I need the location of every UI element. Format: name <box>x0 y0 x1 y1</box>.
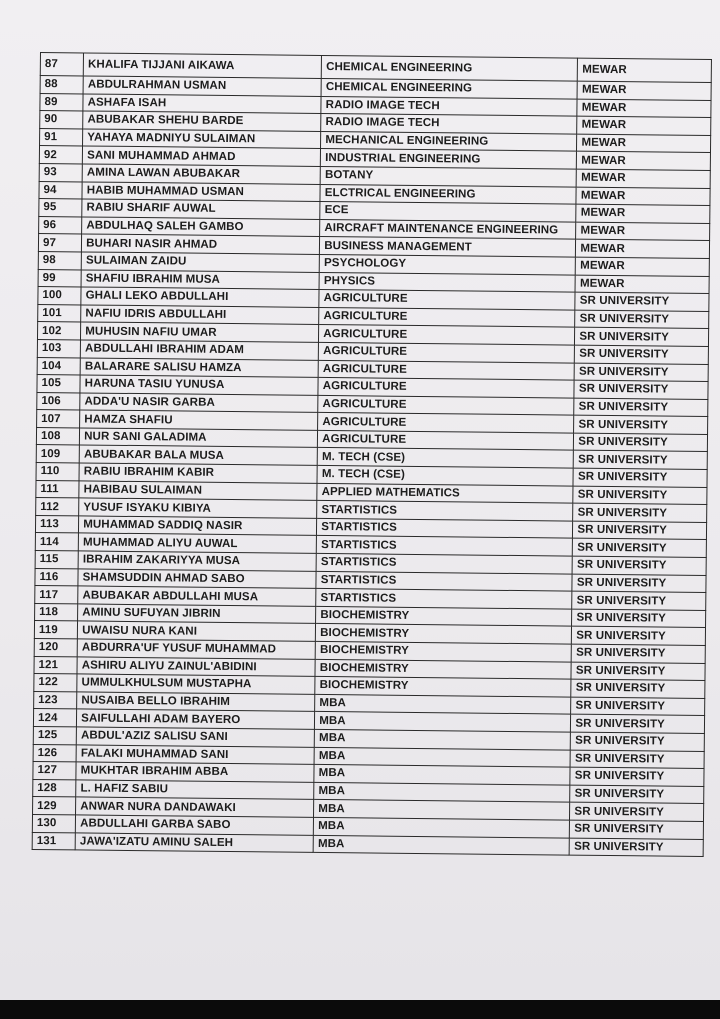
course-name: AGRICULTURE <box>318 430 574 450</box>
row-number: 92 <box>39 146 82 164</box>
student-name: HABIBAU SULAIMAN <box>79 481 317 501</box>
student-name: L. HAFIZ SABIU <box>76 780 314 800</box>
row-number: 129 <box>33 797 76 815</box>
row-number: 87 <box>40 53 83 76</box>
course-name: PHYSICS <box>319 272 575 292</box>
course-name: MBA <box>314 765 570 785</box>
student-name: JAWA'IZATU AMINU SALEH <box>75 832 313 852</box>
row-number: 106 <box>37 392 80 410</box>
student-name: NUSAIBA BELLO IBRAHIM <box>77 692 315 712</box>
university-name: MEWAR <box>577 134 711 153</box>
row-number: 89 <box>40 93 83 111</box>
row-number: 131 <box>32 832 75 850</box>
course-name: RADIO IMAGE TECH <box>321 96 577 116</box>
university-name: SR UNIVERSITY <box>574 398 708 417</box>
student-name: ABUBAKAR ABDULLAHI MUSA <box>78 586 316 606</box>
course-name: STARTISTICS <box>316 589 572 609</box>
course-name: AGRICULTURE <box>318 395 574 415</box>
university-name: SR UNIVERSITY <box>574 363 708 382</box>
row-number: 90 <box>40 111 83 129</box>
university-name: SR UNIVERSITY <box>571 679 705 698</box>
course-name: M. TECH (CSE) <box>317 465 573 485</box>
student-name: YUSUF ISYAKU KIBIYA <box>79 498 317 518</box>
row-number: 127 <box>33 762 76 780</box>
course-name: RADIO IMAGE TECH <box>321 114 577 134</box>
course-name: MBA <box>315 712 571 732</box>
university-name: SR UNIVERSITY <box>572 556 706 575</box>
row-number: 122 <box>34 674 77 692</box>
row-number: 100 <box>38 287 81 305</box>
course-name: AGRICULTURE <box>319 342 575 362</box>
student-name: ASHIRU ALIYU ZAINUL'ABIDINI <box>77 657 315 677</box>
university-name: SR UNIVERSITY <box>573 503 707 522</box>
student-name: HABIB MUHAMMAD USMAN <box>82 182 320 202</box>
university-name: MEWAR <box>577 99 711 118</box>
university-name: SR UNIVERSITY <box>573 521 707 540</box>
row-number: 111 <box>36 480 79 498</box>
university-name: SR UNIVERSITY <box>570 750 704 769</box>
university-name: SR UNIVERSITY <box>572 627 706 646</box>
course-name: STARTISTICS <box>316 553 572 573</box>
course-name: INDUSTRIAL ENGINEERING <box>321 149 577 169</box>
row-number: 118 <box>35 603 78 621</box>
course-name: M. TECH (CSE) <box>317 448 573 468</box>
row-number: 130 <box>32 814 75 832</box>
student-roster-table <box>32 52 712 857</box>
row-number: 91 <box>40 128 83 146</box>
university-name: MEWAR <box>577 116 711 135</box>
row-number: 123 <box>34 691 77 709</box>
course-name: MBA <box>314 782 570 802</box>
row-number: 93 <box>39 163 82 181</box>
university-name: MEWAR <box>576 222 710 241</box>
course-name: STARTISTICS <box>317 501 573 521</box>
university-name: SR UNIVERSITY <box>570 838 704 857</box>
university-name: SR UNIVERSITY <box>571 697 705 716</box>
student-name: IBRAHIM ZAKARIYYA MUSA <box>78 551 316 571</box>
row-number: 105 <box>37 375 80 393</box>
row-number: 109 <box>36 445 79 463</box>
university-name: MEWAR <box>576 204 710 223</box>
row-number: 99 <box>38 269 81 287</box>
student-name: MUHAMMAD ALIYU AUWAL <box>78 533 316 553</box>
row-number: 121 <box>34 656 77 674</box>
student-name: SAIFULLAHI ADAM BAYERO <box>77 709 315 729</box>
row-number: 103 <box>37 339 80 357</box>
student-name: ABUBAKAR SHEHU BARDE <box>83 111 321 131</box>
student-name: NAFIU IDRIS ABDULLAHI <box>81 305 319 325</box>
row-number: 120 <box>34 638 77 656</box>
student-name: KHALIFA TIJJANI AIKAWA <box>83 53 321 78</box>
student-name: ABDUL'AZIZ SALISU SANI <box>76 727 314 747</box>
university-name: MEWAR <box>575 275 709 294</box>
university-name: SR UNIVERSITY <box>573 486 707 505</box>
student-name: MUHAMMAD SADDIQ NASIR <box>79 516 317 536</box>
row-number: 97 <box>38 234 81 252</box>
student-name: AMINU SUFUYAN JIBRIN <box>78 604 316 624</box>
student-name: ASHAFA ISAH <box>83 94 321 114</box>
course-name: PSYCHOLOGY <box>319 254 575 274</box>
university-name: SR UNIVERSITY <box>571 714 705 733</box>
university-name: SR UNIVERSITY <box>570 785 704 804</box>
student-name: BALARARE SALISU HAMZA <box>80 357 318 377</box>
student-name: GHALI LEKO ABDULLAHI <box>81 287 319 307</box>
university-name: MEWAR <box>577 81 711 100</box>
course-name: CHEMICAL ENGINEERING <box>321 78 577 98</box>
university-name: MEWAR <box>577 169 711 188</box>
row-number: 102 <box>37 322 80 340</box>
row-number: 112 <box>36 498 79 516</box>
student-name: UMMULKHULSUM MUSTAPHA <box>77 674 315 694</box>
course-name: BIOCHEMISTRY <box>315 677 571 697</box>
course-name: BIOCHEMISTRY <box>315 659 571 679</box>
student-name: ABDULRAHMAN USMAN <box>83 76 321 96</box>
student-name: HARUNA TASIU YUNUSA <box>80 375 318 395</box>
student-name: UWAISU NURA KANI <box>78 621 316 641</box>
row-number: 128 <box>33 779 76 797</box>
university-name: SR UNIVERSITY <box>570 820 704 839</box>
course-name: MBA <box>314 747 570 767</box>
university-name: SR UNIVERSITY <box>571 662 705 681</box>
course-name: AGRICULTURE <box>318 378 574 398</box>
student-name: MUHUSIN NAFIU UMAR <box>81 322 319 342</box>
row-number: 116 <box>35 568 78 586</box>
university-name: SR UNIVERSITY <box>574 415 708 434</box>
course-name: BIOCHEMISTRY <box>316 606 572 626</box>
student-name: ABDULLAHI GARBA SABO <box>76 815 314 835</box>
row-number: 101 <box>38 304 81 322</box>
student-name: ADDA'U NASIR GARBA <box>80 393 318 413</box>
student-name: FALAKI MUHAMMAD SANI <box>76 744 314 764</box>
row-number: 113 <box>35 515 78 533</box>
student-name: SHAMSUDDIN AHMAD SABO <box>78 569 316 589</box>
university-name: SR UNIVERSITY <box>575 327 709 346</box>
bottom-bar <box>0 1000 720 1019</box>
course-name: AGRICULTURE <box>319 307 575 327</box>
course-name: AGRICULTURE <box>318 413 574 433</box>
student-name: ABUBAKAR BALA MUSA <box>79 445 317 465</box>
course-name: MECHANICAL ENGINEERING <box>321 131 577 151</box>
university-name: SR UNIVERSITY <box>574 433 708 452</box>
row-number: 104 <box>37 357 80 375</box>
student-name: SANI MUHAMMAD AHMAD <box>83 146 321 166</box>
course-name: AGRICULTURE <box>318 360 574 380</box>
university-name: MEWAR <box>576 257 710 276</box>
course-name: AGRICULTURE <box>319 325 575 345</box>
student-name: RABIU IBRAHIM KABIR <box>79 463 317 483</box>
course-name: MBA <box>315 694 571 714</box>
university-name: SR UNIVERSITY <box>575 292 709 311</box>
student-name: AMINA LAWAN ABUBAKAR <box>82 164 320 184</box>
course-name: ECE <box>320 202 576 222</box>
course-name: MBA <box>313 835 569 855</box>
university-name: MEWAR <box>576 239 710 258</box>
university-name: SR UNIVERSITY <box>570 767 704 786</box>
row-number: 119 <box>34 621 77 639</box>
course-name: APPLIED MATHEMATICS <box>317 483 573 503</box>
student-name: MUKHTAR IBRAHIM ABBA <box>76 762 314 782</box>
course-name: CHEMICAL ENGINEERING <box>321 55 577 81</box>
university-name: SR UNIVERSITY <box>575 345 709 364</box>
row-number: 126 <box>33 744 76 762</box>
university-name: SR UNIVERSITY <box>572 609 706 628</box>
university-name: MEWAR <box>576 187 710 206</box>
row-number: 94 <box>39 181 82 199</box>
row-number: 110 <box>36 463 79 481</box>
university-name: SR UNIVERSITY <box>573 468 707 487</box>
course-name: BIOCHEMISTRY <box>315 641 571 661</box>
row-number: 108 <box>36 427 79 445</box>
student-name: RABIU SHARIF AUWAL <box>82 199 320 219</box>
student-name: HAMZA SHAFIU <box>80 410 318 430</box>
row-number: 125 <box>33 726 76 744</box>
course-name: STARTISTICS <box>317 518 573 538</box>
university-name: MEWAR <box>577 152 711 171</box>
row-number: 88 <box>40 76 83 94</box>
course-name: AIRCRAFT MAINTENANCE ENGINEERING <box>320 219 576 239</box>
student-name: YAHAYA MADNIYU SULAIMAN <box>83 129 321 149</box>
row-number: 96 <box>39 216 82 234</box>
student-name: NUR SANI GALADIMA <box>80 428 318 448</box>
university-name: SR UNIVERSITY <box>575 310 709 329</box>
course-name: AGRICULTURE <box>319 290 575 310</box>
course-name: BOTANY <box>320 166 576 186</box>
student-name: SULAIMAN ZAIDU <box>81 252 319 272</box>
student-name: ABDULHAQ SALEH GAMBO <box>82 217 320 237</box>
student-name: SHAFIU IBRAHIM MUSA <box>81 269 319 289</box>
row-number: 117 <box>35 586 78 604</box>
course-name: STARTISTICS <box>316 571 572 591</box>
course-name: STARTISTICS <box>317 536 573 556</box>
course-name: BUSINESS MANAGEMENT <box>320 237 576 257</box>
row-number: 107 <box>37 410 80 428</box>
university-name: SR UNIVERSITY <box>572 644 706 663</box>
row-number: 124 <box>33 709 76 727</box>
course-name: MBA <box>314 729 570 749</box>
university-name: SR UNIVERSITY <box>573 539 707 558</box>
course-name: BIOCHEMISTRY <box>316 624 572 644</box>
row-number: 95 <box>39 199 82 217</box>
university-name: SR UNIVERSITY <box>572 574 706 593</box>
course-name: ELCTRICAL ENGINEERING <box>320 184 576 204</box>
university-name: SR UNIVERSITY <box>572 591 706 610</box>
roster-body <box>32 53 711 857</box>
university-name: SR UNIVERSITY <box>574 380 708 399</box>
university-name: SR UNIVERSITY <box>570 802 704 821</box>
student-name: ANWAR NURA DANDAWAKI <box>76 797 314 817</box>
row-number: 115 <box>35 551 78 569</box>
university-name: SR UNIVERSITY <box>574 451 708 470</box>
student-name: ABDULLAHI IBRAHIM ADAM <box>80 340 318 360</box>
row-number: 114 <box>35 533 78 551</box>
university-name: MEWAR <box>578 58 712 82</box>
course-name: MBA <box>314 800 570 820</box>
row-number: 98 <box>38 251 81 269</box>
student-name: ABDURRA'UF YUSUF MUHAMMAD <box>77 639 315 659</box>
course-name: MBA <box>314 817 570 837</box>
university-name: SR UNIVERSITY <box>571 732 705 751</box>
student-name: BUHARI NASIR AHMAD <box>82 234 320 254</box>
